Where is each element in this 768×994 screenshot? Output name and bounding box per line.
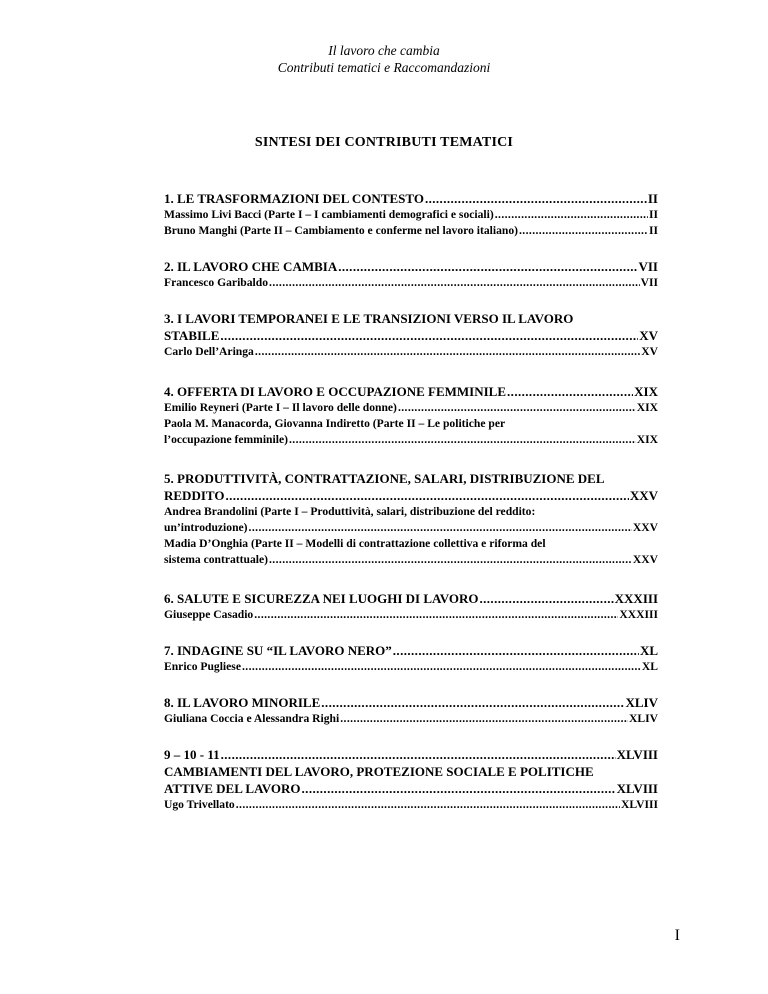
toc-entry-text: Francesco Garibaldo bbox=[164, 276, 269, 289]
toc-entry-manghi[interactable] bbox=[164, 223, 658, 239]
dot-leader bbox=[269, 275, 640, 291]
toc-page-ref: XIX bbox=[636, 401, 658, 414]
toc-section-2 bbox=[164, 258, 658, 291]
document-title: SINTESI DEI CONTRIBUTI TEMATICI bbox=[254, 135, 514, 150]
toc-entry-dell-aringa[interactable] bbox=[164, 344, 658, 360]
toc-heading-text: 1. LE TRASFORMAZIONI DEL CONTESTO bbox=[164, 191, 424, 206]
dot-leader bbox=[220, 327, 638, 344]
toc-section-1 bbox=[164, 190, 658, 239]
toc-section-6 bbox=[164, 590, 658, 623]
toc-page-ref: XL bbox=[641, 660, 658, 673]
toc-entry-text: Giuseppe Casadio bbox=[164, 608, 254, 621]
dot-leader bbox=[398, 400, 636, 416]
toc-page-ref: XIX bbox=[634, 384, 658, 399]
dot-leader bbox=[495, 207, 648, 223]
toc-heading-text: 2. IL LAVORO CHE CAMBIA bbox=[164, 259, 338, 274]
toc-page-ref: XIX bbox=[636, 433, 658, 446]
toc-heading-text: ATTIVE DEL LAVORO bbox=[164, 781, 301, 796]
dot-leader bbox=[479, 590, 613, 607]
table-of-contents bbox=[164, 190, 658, 832]
toc-page-ref: XXXIII bbox=[614, 591, 658, 606]
toc-entry-manacorda-line-2[interactable] bbox=[164, 432, 658, 448]
toc-page-ref: XXV bbox=[632, 521, 658, 534]
dot-leader bbox=[269, 552, 632, 568]
toc-entry-text: Giuliana Coccia e Alessandra Righi bbox=[164, 712, 340, 725]
toc-entry-garibaldo[interactable] bbox=[164, 275, 658, 291]
toc-entry-text: Bruno Manghi (Parte II – Cambiamento e conferme nel lavoro italiano) bbox=[164, 224, 518, 237]
toc-page-ref: XL bbox=[639, 643, 658, 658]
dot-leader bbox=[225, 487, 628, 504]
dot-leader bbox=[302, 780, 616, 797]
dot-leader bbox=[236, 797, 620, 813]
header-line-2: Contributi tematici e Raccomandazioni bbox=[277, 60, 491, 75]
toc-entry-brandolini-line-1[interactable]: Andrea Brandolini (Parte I – Produttività, salari, distribuzione del reddito: bbox=[164, 505, 536, 518]
toc-entry-manacorda-line-1[interactable]: Paola M. Manacorda, Giovanna Indiretto (Parte II – Le politiche per bbox=[164, 417, 506, 430]
toc-heading-5-line-2[interactable] bbox=[164, 487, 658, 504]
dot-leader bbox=[221, 746, 616, 763]
dot-leader bbox=[321, 694, 624, 711]
toc-entry-d-onghia-line-1[interactable]: Madia D’Onghia (Parte II – Modelli di contrattazione collettiva e riforma del bbox=[164, 537, 546, 550]
dot-leader bbox=[249, 520, 632, 536]
running-header bbox=[0, 42, 768, 76]
toc-page-ref: XXV bbox=[629, 488, 658, 503]
toc-heading-text: 7. INDAGINE SU “IL LAVORO NERO” bbox=[164, 643, 392, 658]
toc-heading-9-line-3[interactable] bbox=[164, 780, 658, 797]
dot-leader bbox=[254, 607, 618, 623]
toc-section-3 bbox=[164, 310, 658, 360]
toc-heading-8[interactable] bbox=[164, 694, 658, 711]
dot-leader bbox=[519, 223, 648, 239]
toc-heading-1[interactable] bbox=[164, 190, 658, 207]
toc-entry-d-onghia-line-2[interactable] bbox=[164, 552, 658, 568]
toc-entry-pugliese[interactable] bbox=[164, 659, 658, 675]
toc-heading-3-line-2[interactable] bbox=[164, 327, 658, 344]
toc-page-ref: XLIV bbox=[629, 712, 658, 725]
toc-entry-text: Ugo Trivellato bbox=[164, 798, 235, 811]
toc-heading-text: 4. OFFERTA DI LAVORO E OCCUPAZIONE FEMMINILE bbox=[164, 384, 507, 399]
toc-entry-reyneri[interactable] bbox=[164, 400, 658, 416]
toc-heading-9-line-1[interactable] bbox=[164, 746, 658, 763]
dot-leader bbox=[289, 432, 636, 448]
toc-heading-5-line-1[interactable]: 5. PRODUTTIVITÀ, CONTRATTAZIONE, SALARI, DISTRIBUZIONE DEL bbox=[164, 471, 605, 486]
toc-entry-text: sistema contrattuale) bbox=[164, 553, 268, 566]
dot-leader bbox=[393, 642, 639, 659]
toc-page-ref: XV bbox=[641, 345, 658, 358]
toc-entry-coccia-righi[interactable] bbox=[164, 711, 658, 727]
toc-entry-livi-bacci[interactable] bbox=[164, 207, 658, 223]
toc-heading-6[interactable] bbox=[164, 590, 658, 607]
toc-section-8 bbox=[164, 694, 658, 727]
toc-section-7 bbox=[164, 642, 658, 675]
toc-entry-text: Emilio Reyneri (Parte I – Il lavoro delle donne) bbox=[164, 401, 397, 414]
toc-entry-casadio[interactable] bbox=[164, 607, 658, 623]
toc-page-ref: II bbox=[647, 191, 658, 206]
toc-entry-text: l’occupazione femminile) bbox=[164, 433, 288, 446]
dot-leader bbox=[340, 711, 628, 727]
dot-leader bbox=[255, 344, 640, 360]
toc-section-9-10-11 bbox=[164, 746, 658, 813]
toc-page-ref: XLVIII bbox=[621, 798, 658, 811]
toc-heading-3-line-1[interactable]: 3. I LAVORI TEMPORANEI E LE TRANSIZIONI VERSO IL LAVORO bbox=[164, 311, 574, 326]
toc-page-ref: XLVIII bbox=[616, 781, 658, 796]
dot-leader bbox=[242, 659, 641, 675]
toc-heading-2[interactable] bbox=[164, 258, 658, 275]
toc-heading-4[interactable] bbox=[164, 383, 658, 400]
toc-page-ref: XLIV bbox=[625, 695, 658, 710]
toc-section-4 bbox=[164, 383, 658, 448]
toc-heading-7[interactable] bbox=[164, 642, 658, 659]
toc-page-ref: VII bbox=[640, 276, 658, 289]
toc-heading-text: REDDITO bbox=[164, 488, 225, 503]
toc-page-ref: XXV bbox=[632, 553, 658, 566]
toc-entry-text: un’introduzione) bbox=[164, 521, 248, 534]
toc-heading-text: STABILE bbox=[164, 328, 220, 343]
toc-heading-text: 8. IL LAVORO MINORILE bbox=[164, 695, 321, 710]
toc-entry-trivellato[interactable] bbox=[164, 797, 658, 813]
dot-leader bbox=[338, 258, 637, 275]
toc-heading-text: 6. SALUTE E SICUREZZA NEI LUOGHI DI LAVORO bbox=[164, 591, 479, 606]
toc-heading-text: 9 – 10 - 11 bbox=[164, 747, 220, 762]
toc-entry-text: Massimo Livi Bacci (Parte I – I cambiamenti demografici e sociali) bbox=[164, 208, 494, 221]
toc-page-ref: XV bbox=[639, 328, 658, 343]
dot-leader bbox=[425, 190, 647, 207]
toc-section-5 bbox=[164, 470, 658, 568]
dot-leader bbox=[507, 383, 633, 400]
toc-entry-brandolini-line-2[interactable] bbox=[164, 520, 658, 536]
toc-entry-text: Carlo Dell’Aringa bbox=[164, 345, 254, 358]
toc-page-ref: II bbox=[648, 208, 658, 221]
header-line-1: Il lavoro che cambia bbox=[328, 43, 440, 58]
toc-heading-9-line-2[interactable]: CAMBIAMENTI DEL LAVORO, PROTEZIONE SOCIALE E POLITICHE bbox=[164, 764, 594, 779]
toc-page-ref: VII bbox=[638, 259, 658, 274]
page-number: I bbox=[674, 927, 680, 944]
toc-entry-text: Enrico Pugliese bbox=[164, 660, 241, 673]
toc-page-ref: II bbox=[648, 224, 658, 237]
toc-page-ref: XXXIII bbox=[619, 608, 658, 621]
toc-page-ref: XLVIII bbox=[616, 747, 658, 762]
